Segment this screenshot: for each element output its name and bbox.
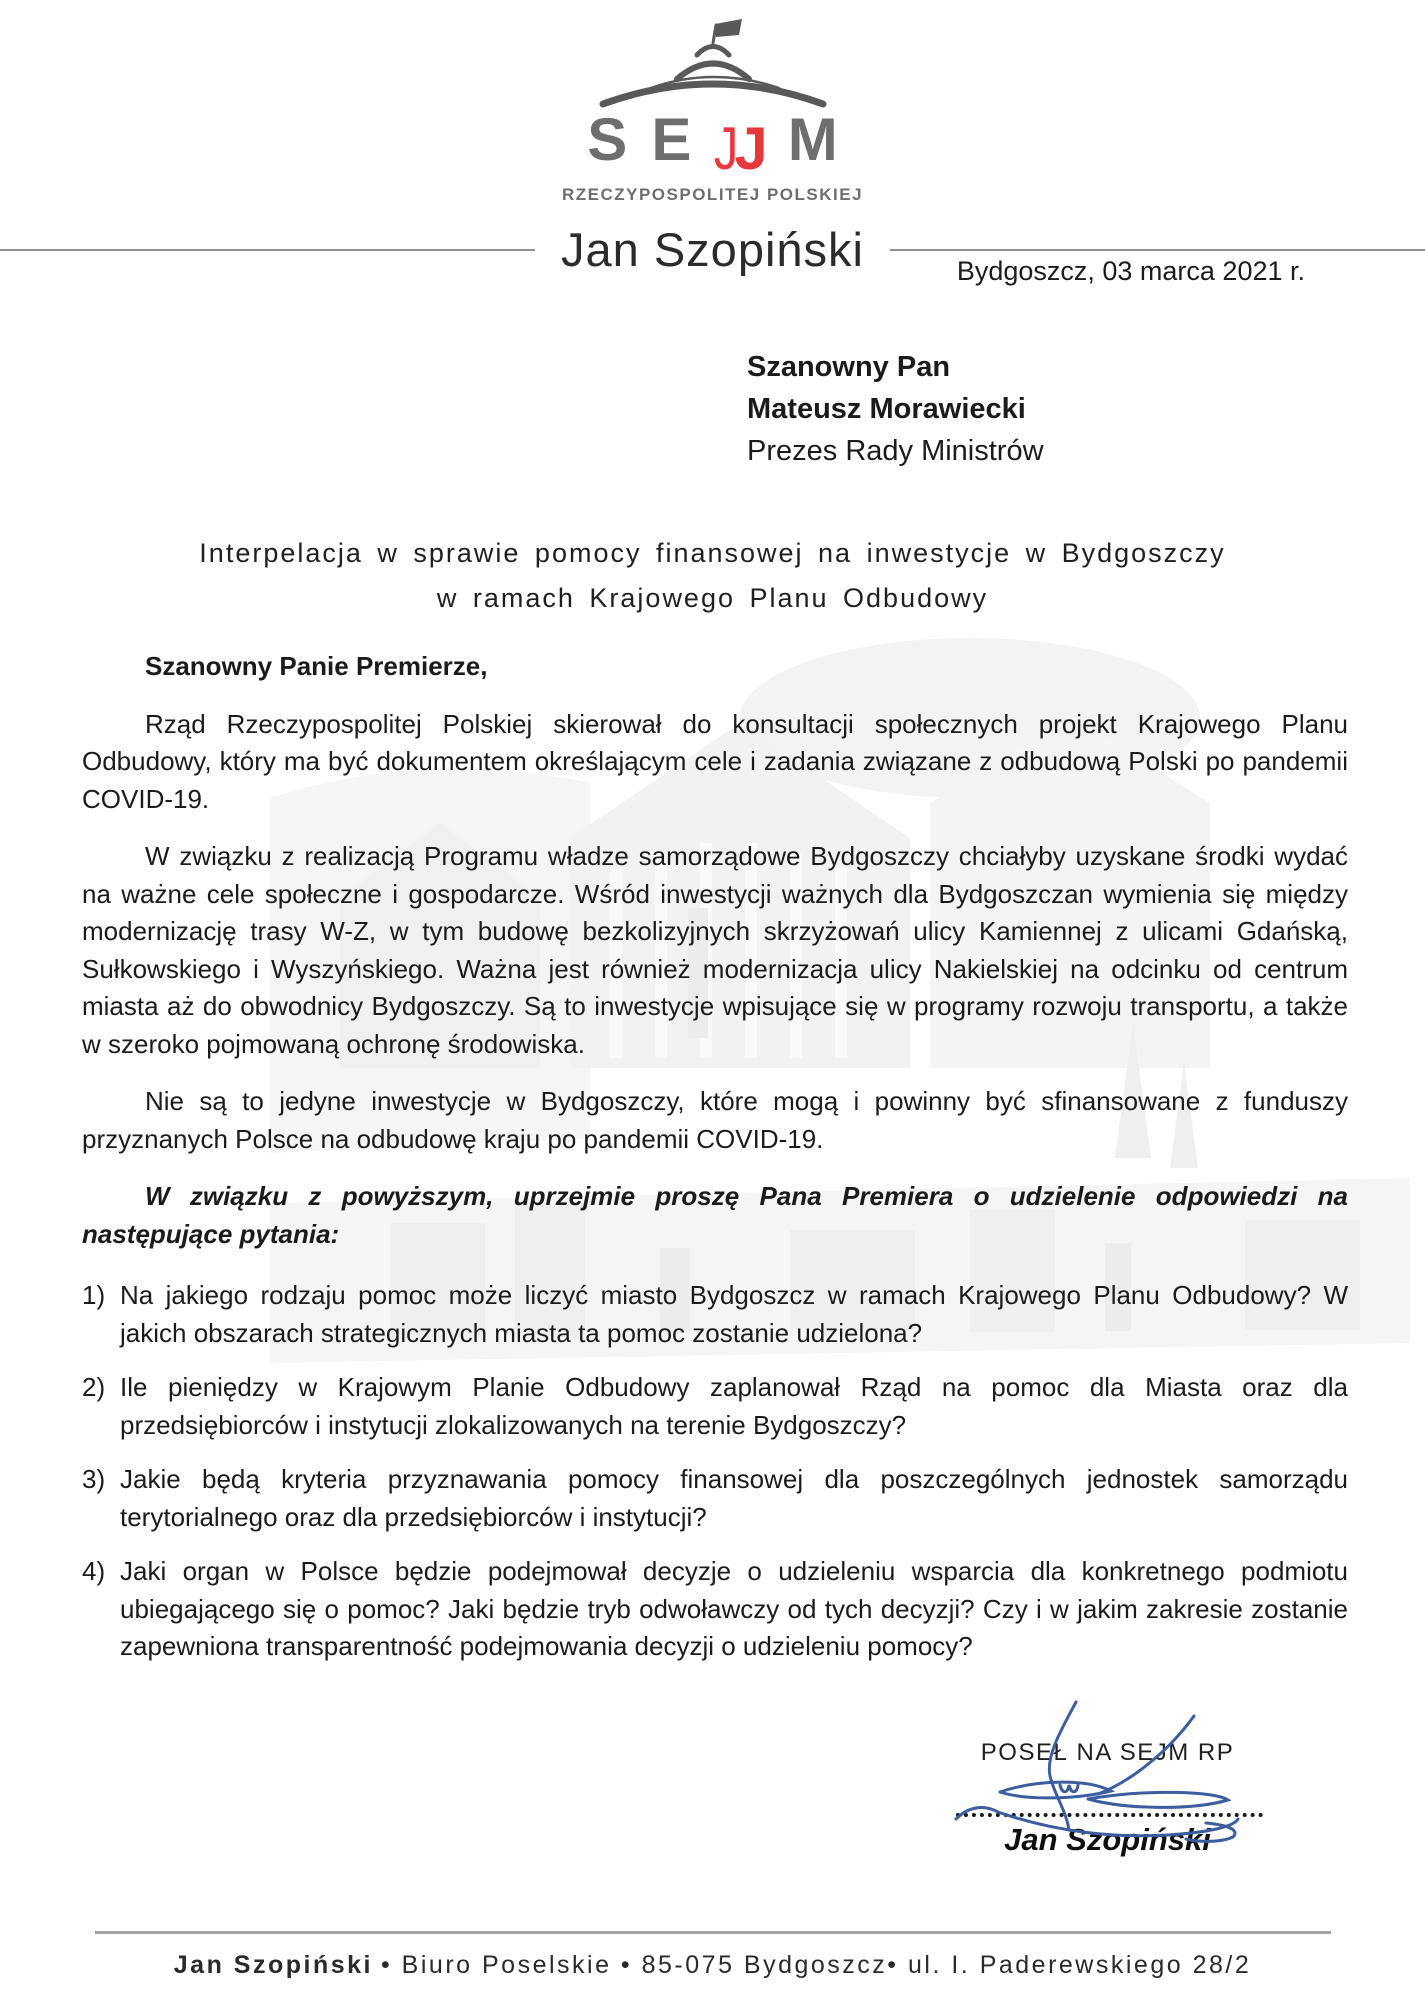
sejm-dome-icon (593, 16, 833, 112)
sejm-letter-j-thin: J (714, 115, 739, 182)
signature-printed-name: Jan Szopiński (1004, 1822, 1211, 1857)
sejm-letter-m: M (787, 106, 838, 173)
question-number: 1) (82, 1280, 106, 1310)
sejm-letter-j-bold: J (734, 115, 768, 182)
sejm-letter-j-pair (711, 115, 768, 182)
question-item (82, 1553, 1348, 1666)
letterhead-rule-left (0, 249, 535, 251)
questions-list (82, 1277, 1348, 1666)
footer-rule (95, 1931, 1331, 1934)
recipient-salutation: Szanowny Pan (747, 351, 951, 383)
question-text: Ile pieniędzy w Krajowym Planie Odbudowy zaplanował Rząd na pomoc dla Miasta oraz dla przedsiębiorców i instytucji zlokalizowanych na terenie Bydgoszczy? (120, 1372, 1348, 1440)
paragraph-2: W związku z realizacją Programu władze samorządowe Bydgoszczy chciałyby uzyskane środki wydać na ważne cele społeczne i gospodarcze. Wśród inwestycji ważnych dla Bydgoszczan wymienia się między modernizację trasy W-Z, w tym budowę bezkolizyjnych skrzyżowań ulicy Kamiennej z ulicami Gdańską, Sułkowskiego i Wyszyńskiego. Ważna jest również modernizacja ulicy Nakielskiej na odcinku od centrum miasta aż do obwodnicy Bydgoszczy. Są to inwestycje wpisujące się w programy rozwoju transportu, a także w szeroko pojmowaną ochronę środowiska. (82, 841, 1348, 1059)
greeting: Szanowny Panie Premierze, (145, 651, 488, 681)
sejm-letter-s: S (587, 106, 628, 173)
sejm-logo-subtitle: RZECZYPOSPOLITEJ POLSKIEJ (561, 185, 864, 204)
paragraph-1: Rząd Rzeczypospolitej Polskiej skierował do konsultacji społecznych projekt Krajowego Planu Odbudowy, który ma być dokumentem określającym cele i zadania związane z odbudową Polski po pandemii COVID-19. (82, 708, 1348, 814)
footer-contact-line (0, 1951, 1425, 1980)
question-item (82, 1461, 1348, 1536)
letterhead-name: Jan Szopiński (561, 223, 864, 276)
paragraph-3: Nie są to jedyne inwestycje w Bydgoszczy, które mogą i powinny być sfinansowane z funduszy przyznanych Polsce na odbudowę kraju po pandemii COVID-19. (82, 1086, 1348, 1154)
subject-line-2: w ramach Krajowego Planu Odbudowy (436, 583, 989, 613)
question-item (82, 1277, 1348, 1352)
letterhead-rule-right (890, 249, 1425, 251)
recipient-title: Prezes Rady Ministrów (747, 435, 1044, 467)
handwritten-signature (936, 1694, 1256, 1859)
recipient-block (747, 346, 1044, 472)
recipient-name: Mateusz Morawiecki (747, 393, 1026, 425)
subject-line-1: Interpelacja w sprawie pomocy finansowej na inwestycje w Bydgoszczy (199, 538, 1226, 568)
sejm-letter-e: E (651, 106, 692, 173)
sejm-wordmark (0, 106, 1425, 182)
question-text: Na jakiego rodzaju pomoc może liczyć miasto Bydgoszcz w ramach Krajowego Planu Odbudowy? W jakich obszarach strategicznych miasta ta pomoc zostanie udzielona? (120, 1280, 1348, 1348)
question-text: Jaki organ w Polsce będzie podejmował decyzje o udzieleniu wsparcia dla konkretnego podmiotu ubiegającego się o pomoc? Jaki będzie tryb odwoławczy od tych decyzji? Czy i w jakim zakresie zostanie zapewniona transparentność podejmowania decyzji o udzieleniu pomocy? (120, 1556, 1348, 1661)
question-text: Jakie będą kryteria przyznawania pomocy finansowej dla poszczególnych jednostek samorządu terytorialnego oraz dla przedsiębiorców i instytucji? (120, 1464, 1348, 1532)
footer-name: Jan Szopiński (173, 1951, 373, 1979)
letter-body (82, 648, 1348, 1683)
footer-details: • Biuro Poselskie • 85-075 Bydgoszcz• ul. I. Paderewskiego 28/2 (380, 1951, 1252, 1979)
signature-role: POSEŁ NA SEJM RP (980, 1739, 1235, 1766)
question-item (82, 1369, 1348, 1444)
subject-title (0, 531, 1425, 621)
request-paragraph: W związku z powyższym, uprzejmie proszę Pana Premiera o udzielenie odpowiedzi na następujące pytania: (82, 1181, 1348, 1249)
sejm-logo (0, 16, 1425, 205)
place-and-date: Bydgoszcz, 03 marca 2021 r. (956, 256, 1305, 286)
question-number: 3) (82, 1464, 106, 1494)
question-number: 2) (82, 1372, 106, 1402)
question-number: 4) (82, 1556, 106, 1586)
